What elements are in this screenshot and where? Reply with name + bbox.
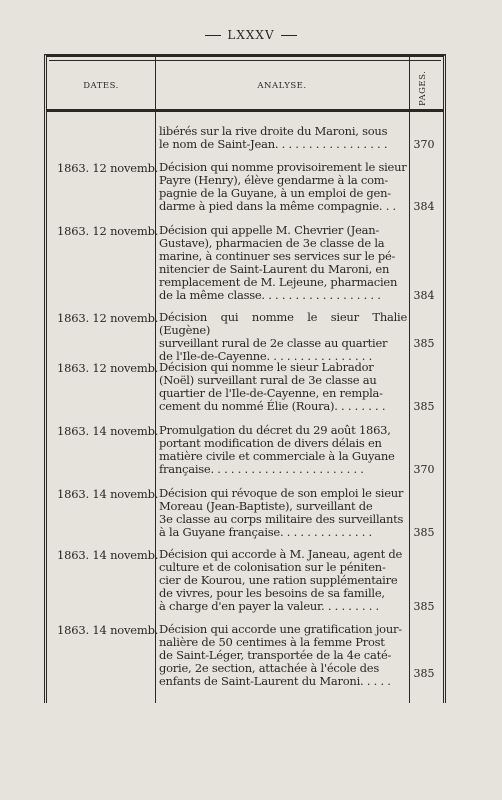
entry-date: 1863. 12 novemb. bbox=[57, 161, 159, 175]
right-dash bbox=[281, 35, 297, 36]
entry-text: Décision qui nomme le sieur Labrador (Noël) surveillant rural de 3e classe au quartier de l'Ile-de-Cayenne, en rempla- cement du nommé Élie (Roura). . . . . . . . bbox=[159, 360, 386, 413]
entry-date: 1863. 14 novemb. bbox=[57, 623, 159, 637]
dates-header: DATES. bbox=[83, 81, 119, 91]
entry-text: Décision qui accorde à M. Janeau, agent de culture et de colonisation sur le péniten- cier de Kourou, une ration supplémentaire de vivres, pour les besoins de sa famille, à charge d'en payer la valeur. . . . . . . . . bbox=[159, 547, 403, 613]
analyse-header: ANALYSE. bbox=[257, 81, 307, 91]
entry-page: 385 bbox=[413, 400, 435, 413]
entry-date: 1863. 14 novemb. bbox=[57, 487, 159, 501]
entry-page: 385 bbox=[413, 526, 435, 539]
entry-page: 385 bbox=[413, 337, 435, 350]
entry-page: 384 bbox=[413, 289, 435, 302]
entry-date: 1863. 12 novemb. bbox=[57, 311, 159, 325]
entry-page: 385 bbox=[413, 600, 435, 613]
index-table bbox=[44, 54, 446, 703]
entry-date: 1863. 12 novemb. bbox=[57, 224, 159, 238]
entry-text: Décision qui nomme provisoirement le sieur Payre (Henry), élève gendarme à la com- pagnie de la Guyane, à un emploi de gen- darme à pied dans la même compagnie. . . bbox=[159, 160, 407, 213]
left-dash bbox=[205, 35, 221, 36]
page-number bbox=[0, 28, 502, 42]
entry-date: 1863. 14 novemb. bbox=[57, 548, 159, 562]
entry-text: Décision qui nomme le sieur Thalie (Eugène) surveillant rural de 2e classe au quartier de l'Ile-de-Cayenne. . . . . . . . . . . . . . . . bbox=[159, 310, 407, 363]
dates-column-divider bbox=[155, 57, 156, 703]
entry-text: Décision qui révoque de son emploi le sieur Moreau (Jean-Baptiste), surveillant de 3e classe au corps militaire des surveillants à la Guyane française. . . . . . . . . . . . . . bbox=[159, 486, 404, 539]
entry-page: 370 bbox=[413, 463, 435, 476]
entry-text: Décision qui appelle M. Chevrier (Jean- Gustave), pharmacien de 3e classe de la marine, à continuer ses services sur le pé- nitencier de Saint-Laurent du Maroni, en remplacement de M. Lejeune, pharmacien de la même classe. . . . . . . . . . . . . . . . . . bbox=[159, 223, 398, 302]
pages-header: PAGES. bbox=[418, 70, 428, 106]
page-number-text: LXXXV bbox=[227, 28, 275, 42]
entry-page: 385 bbox=[413, 667, 435, 680]
table-header bbox=[47, 65, 443, 112]
entry-text: libérés sur la rive droite du Maroni, sous le nom de Saint-Jean. . . . . . . . . . . . . . . . . bbox=[159, 124, 388, 151]
entry-date: 1863. 12 novemb. bbox=[57, 361, 159, 375]
entry-text: Promulgation du décret du 29 août 1863, portant modification de divers délais en matière civile et commerciale à la Guyane française. . . . . . . . . . . . . . . . . . . . . . . bbox=[159, 423, 395, 476]
entry-page: 384 bbox=[413, 200, 435, 213]
entry-date: 1863. 14 novemb. bbox=[57, 424, 159, 438]
pages-column-divider bbox=[409, 57, 410, 703]
entry-text: Décision qui accorde une gratification jour- nalière de 50 centimes à la femme Prost de Saint-Léger, transportée de la 4e caté- gorie, 2e section, attachée à l'école des enfants de Saint-Laurent du Maroni. . . . . bbox=[159, 622, 402, 688]
entry-page: 370 bbox=[413, 138, 435, 151]
